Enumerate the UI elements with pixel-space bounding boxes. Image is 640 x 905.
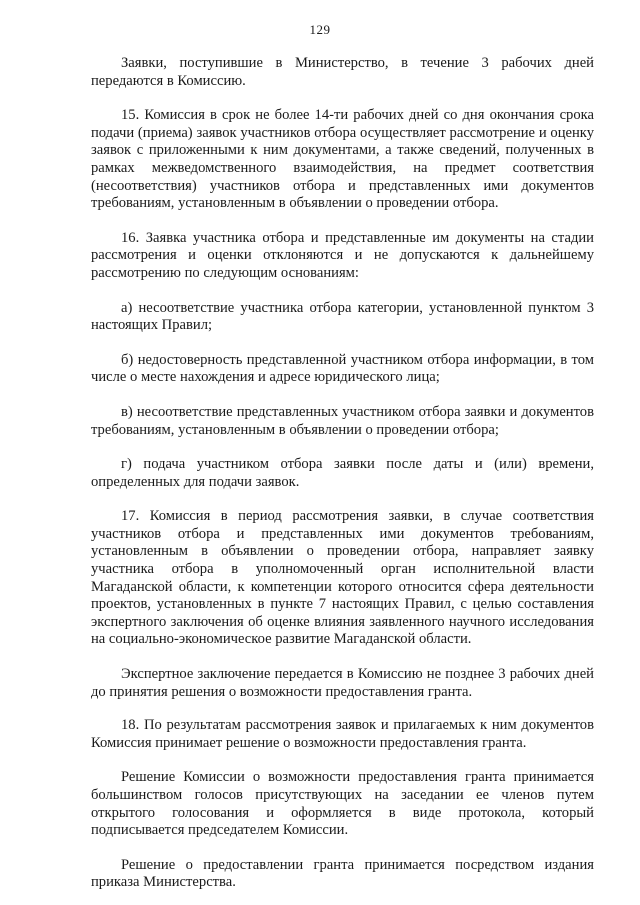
document-body [91, 55, 594, 892]
paragraph-15: 15. Комиссия в срок не более 14-ти рабочих дней со дня окончания срока подачи (приема) заявок участников отбора осуществляет рассмотрение и оценку заявок с приложенными к ним документами, а также сведений, полученных в рамках межведомственного взаимодействия, на предмет соответствия (несоответствия) участников отбора и представленных ими документов требованиям, установленным в объявлении о проведении отбора. [91, 107, 594, 212]
paragraph-intro: Заявки, поступившие в Министерство, в течение 3 рабочих дней передаются в Комиссию. [91, 55, 594, 89]
paragraph-18: 18. По результатам рассмотрения заявок и прилагаемых к ним документов Комиссия принимает решение о возможности предоставления гранта. [91, 717, 594, 751]
paragraph-grant-decision: Решение о предоставлении гранта принимается посредством издания приказа Министерства. [91, 856, 594, 891]
paragraph-17: 17. Комиссия в период рассмотрения заявки, в случае соответствия участников отбора и представленных ими документов требованиям, установленным в объявлении о проведении отбора, направляет заявку участника отбора в уполномоченный орган исполнительной власти Магаданской области, к компетенции которого относится сфера деятельности проектов, установленных в пункте 7 настоящих Правил, с целью составления экспертного заключения об оценке влияния заявленного научного исследования на социально-экономическое развитие Магаданской области. [91, 508, 594, 648]
page-number: 129 [309, 22, 331, 37]
paragraph-16g: г) подача участником отбора заявки после даты и (или) времени, определенных для подачи заявок. [91, 456, 594, 490]
paragraph-commission-decision: Решение Комиссии о возможности предоставления гранта принимается большинством голосов присутствующих на заседании ее членов путем открытого голосования и оформляется в виде протокола, который подписывается председателем Комиссии. [91, 769, 594, 839]
paragraph-expert-conclusion: Экспертное заключение передается в Комиссию не позднее 3 рабочих дней до принятия решения о возможности предоставления гранта. [91, 666, 594, 700]
paragraph-16a: а) несоответствие участника отбора категории, установленной пунктом 3 настоящих Правил; [91, 299, 594, 334]
paragraph-16b: б) недостоверность представленной участником отбора информации, в том числе о месте нахождения и адресе юридического лица; [91, 351, 594, 386]
paragraph-16: 16. Заявка участника отбора и представленные им документы на стадии рассмотрения и оценки отклоняются и не допускаются к дальнейшему рассмотрению по следующим основаниям: [91, 229, 594, 281]
paragraph-16v: в) несоответствие представленных участником отбора заявки и документов требованиям, установленным в объявлении о проведении отбора; [91, 403, 594, 438]
